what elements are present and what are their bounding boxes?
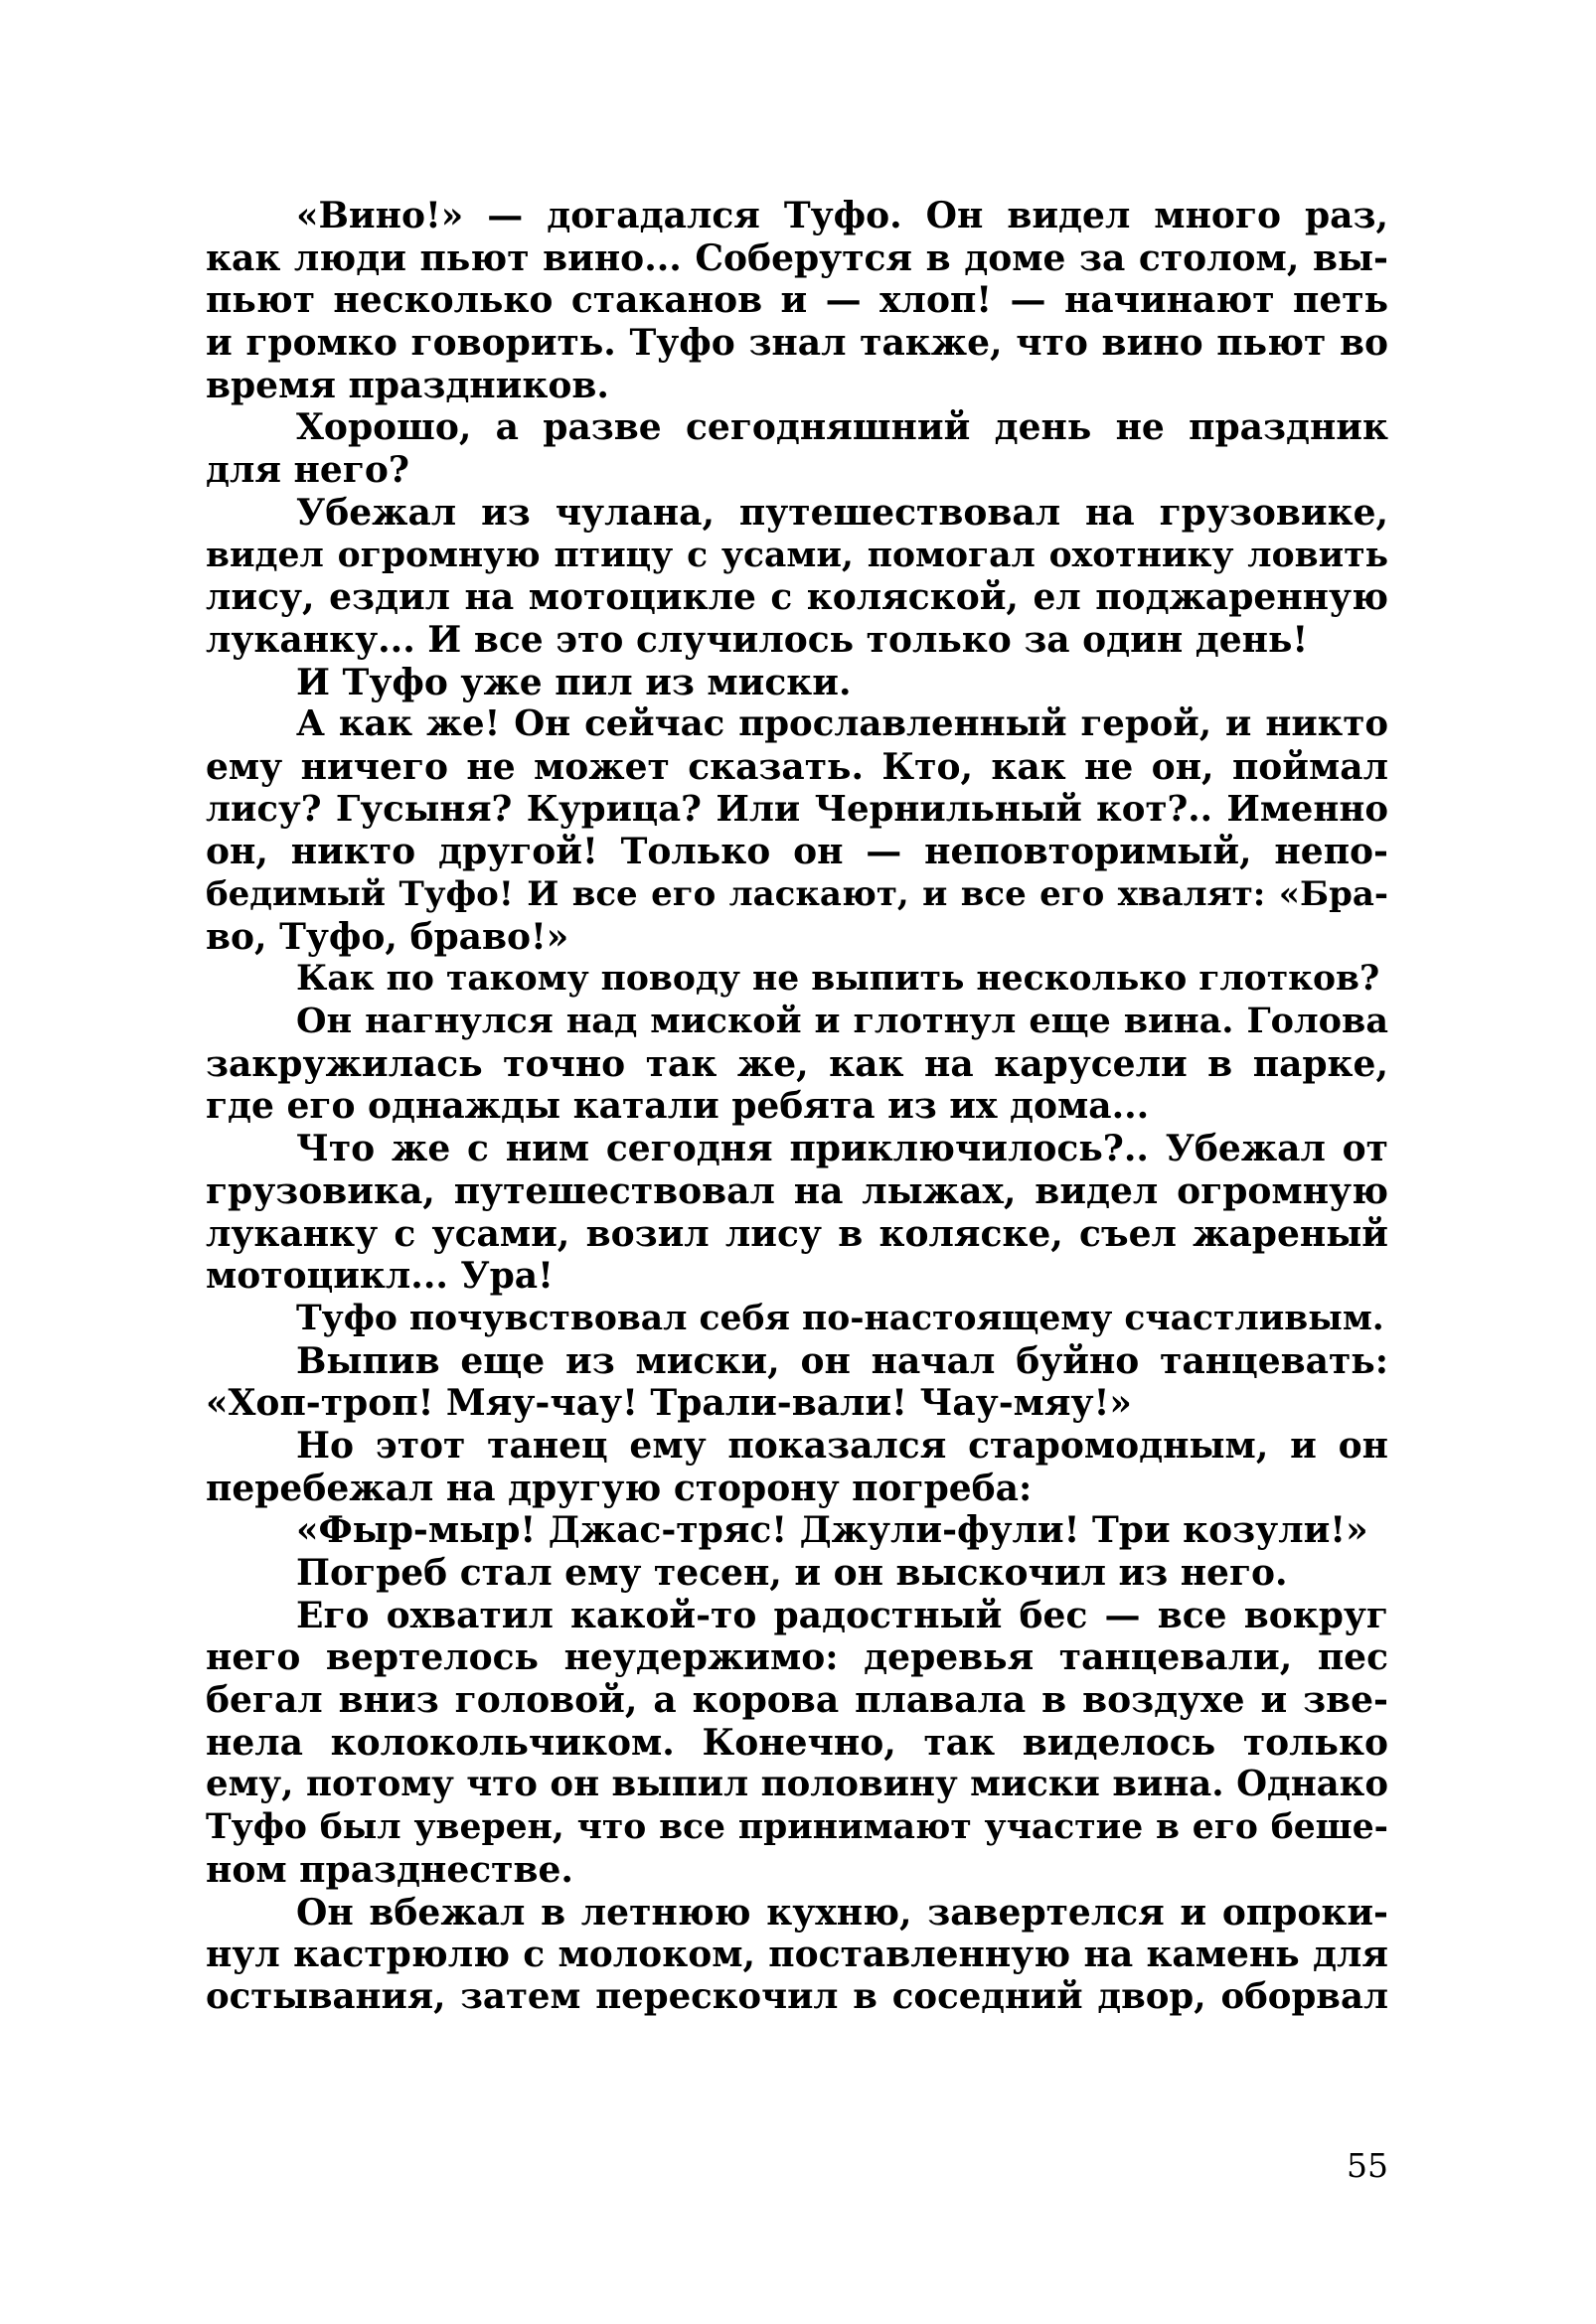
text-line: лису, ездил на мотоцикле с коляской, ел поджаренную — [206, 576, 1388, 619]
text-line: Туфо почувствовал себя по-настоящему счастливым. — [296, 1298, 1384, 1338]
text-body — [206, 195, 1388, 2019]
text-line: Но этот танец ему показался старомодным, и он — [296, 1424, 1388, 1467]
text-line: Убежал из чулана, путешествовал на грузовике, — [296, 491, 1388, 534]
text-line: для него? — [206, 449, 409, 492]
text-line: перебежал на другую сторону погреба: — [206, 1467, 1033, 1509]
text-line: А как же! Он сейчас прославленный герой, и никто — [296, 703, 1388, 745]
text-line: И Туфо уже пил из миски. — [296, 661, 852, 703]
page-number: 55 — [1347, 2146, 1388, 2185]
text-line: Туфо был уверен, что все принимают участие в его беше- — [206, 1807, 1388, 1848]
text-line: Он нагнулся над миской и глотнул еще вина. Голова — [296, 1001, 1388, 1042]
text-line: «Хоп-троп! Мяу-чау! Трали-вали! Чау-мяу!» — [206, 1382, 1132, 1425]
text-line: бегал вниз головой, а корова плавала в воздухе и зве- — [206, 1679, 1388, 1722]
text-line: как люди пьют вино... Соберутся в доме за столом, вы- — [206, 236, 1388, 279]
text-line: бедимый Туфо! И все его ласкают, и все его хвалят: «Бра- — [206, 874, 1388, 914]
text-line: Погреб стал ему тесен, и он выскочил из него. — [296, 1552, 1288, 1594]
text-line: видел огромную птицу с усами, помогал охотнику ловить — [206, 535, 1388, 575]
text-line: грузовика, путешествовал на лыжах, видел огромную — [206, 1169, 1388, 1212]
text-line: пьют несколько стаканов и — хлоп! — начинают петь — [206, 279, 1388, 322]
text-line: ему, потому что он выпил половину миски вина. Однако — [206, 1764, 1388, 1805]
text-line: и громко говорить. Туфо знал также, что вино пьют во — [206, 322, 1388, 365]
text-line: он, никто другой! Только он — неповторимый, непо- — [206, 831, 1388, 873]
text-line: закружилась точно так же, как на карусели в парке, — [206, 1042, 1388, 1085]
text-line: лису? Гусыня? Курица? Или Чернильный кот?.. Именно — [206, 788, 1388, 830]
text-line: Его охватил какой-то радостный бес — все вокруг — [296, 1594, 1388, 1636]
text-line: «Вино!» — догадался Туфо. Он видел много раз, — [296, 195, 1388, 236]
text-line: нул кастрюлю с молоком, поставленную на камень для — [206, 1934, 1388, 1976]
text-line: где его однажды катали ребята из их дома... — [206, 1085, 1150, 1128]
text-line: во, Туфо, браво!» — [206, 915, 569, 958]
text-line: остывания, затем перескочил в соседний двор, оборвал — [206, 1975, 1388, 2017]
text-line: него вертелось неудержимо: деревья танцевали, пес — [206, 1636, 1388, 1679]
text-line: луканку... И все это случилось только за один день! — [206, 618, 1309, 661]
text-line: Выпив еще из миски, он начал буйно танцевать: — [296, 1339, 1388, 1382]
text-line: Как по такому поводу не выпить несколько глотков? — [296, 959, 1380, 1000]
text-line: Хорошо, а разве сегодняшний день не праздник — [296, 406, 1388, 449]
text-line: луканку с усами, возил лису в коляске, съел жареный — [206, 1212, 1388, 1255]
text-line: «Фыр-мыр! Джас-тряс! Джули-фули! Три козули!» — [296, 1509, 1368, 1552]
text-line: Что же с ним сегодня приключилось?.. Убежал от — [296, 1128, 1388, 1170]
text-line: время праздников. — [206, 364, 609, 406]
text-line: нела колокольчиком. Конечно, так виделось только — [206, 1721, 1388, 1764]
text-line: ему ничего не может сказать. Кто, как не он, поймал — [206, 745, 1388, 788]
text-line: ном празднестве. — [206, 1848, 573, 1891]
text-line: мотоцикл... Ура! — [206, 1255, 554, 1298]
text-line: Он вбежал в летнюю кухню, завертелся и опроки- — [296, 1891, 1388, 1934]
